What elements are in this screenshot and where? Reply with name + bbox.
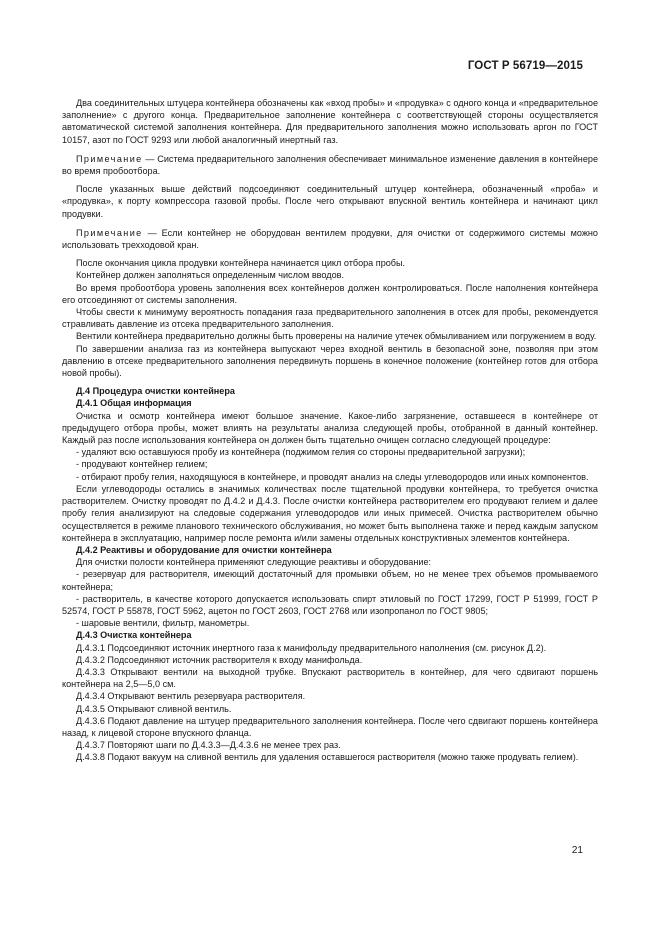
paragraph: Контейнер должен заполняться определенным числом вводов. xyxy=(76,270,344,281)
list-item: - растворитель, в качестве которого допускается использовать спирт этиловый по ГОСТ 17299, ГОСТ Р 51999, ГОСТ Р 52574, ГОСТ Р 55878, ГОСТ 5962, ацетон по ГОСТ 2603, ГОСТ 2768 или изопропанол по ГОСТ 9805; xyxy=(62,593,598,616)
list-item: - резервуар для растворителя, имеющий достаточный для промывки объем, но не менее трех объемов промываемого контейнера; xyxy=(62,569,598,592)
step-item: Д.4.3.4 Открывают вентиль резервуара растворителя. xyxy=(76,691,306,702)
list-item: - шаровые вентили, фильтр, манометры. xyxy=(76,618,250,629)
document-standard-id: ГОСТ Р 56719—2015 xyxy=(467,60,583,72)
note-label: Примечание xyxy=(76,153,143,164)
step-item: Д.4.3.1 Подсоединяют источник инертного газа к манифольду предварительного наполнения (см. рисунок Д.2). xyxy=(76,642,547,653)
step-item: Д.4.3.6 Подают давление на штуцер предварительного заполнения контейнера. После чего сдвигают поршень контейнера назад, к лицевой стороне впускного фланца. xyxy=(62,715,598,738)
document-body xyxy=(62,91,598,764)
paragraph: Два соединительных штуцера контейнера обозначены как «вход пробы» и «продувка» с одного конца и «предварительное заполнение» с другого конца. Предварительное заполнение контейнера с соответствующей стороны осуществляется автоматической системой заполнения контейнера. Для предварительного заполнения можно использовать аргон по ГОСТ 10157, азот по ГОСТ 9293 или любой аналогичный инертный газ. xyxy=(62,98,599,145)
list-item: - удаляют всю оставшуюся пробу из контейнера (поджимом гелия со стороны предварительной загрузки); xyxy=(76,447,526,458)
step-item: Д.4.3.7 Повторяют шаги по Д.4.3.3—Д.4.3.6 не менее трех раз. xyxy=(76,740,341,751)
paragraph: После окончания цикла продувки контейнера начинается цикл отбора пробы. xyxy=(76,258,406,269)
paragraph: Очистка и осмотр контейнера имеют большое значение. Какое-либо загрязнение, оставшееся в контейнере от предыдущего отбора пробы, может влиять на результаты анализа следующей пробы, отобранной в данный контейнер. Каждый раз после использования контейнера он должен быть тщательно очищен согласно следующей процедуре: xyxy=(62,410,598,446)
step-item: Д.4.3.8 Подают вакуум на сливной вентиль для удаления оставшегося растворителя (можно также продувать гелием). xyxy=(76,752,579,763)
step-item: Д.4.3.2 Подсоединяют источник растворителя к входу манифольда. xyxy=(76,654,363,665)
note-text: — Система предварительного заполнения обеспечивает минимальное изменение давления в контейнере во время пробоотбора. xyxy=(62,153,598,177)
paragraph: Если углеводороды остались в значимых количествах после тщательной продувки контейнера, то требуется очистка растворителем. Очистку проводят по Д.4.2 и Д.4.3. После очистки контейнера растворителем его продувают гелием и далее пробу гелия анализируют на следовые содержания углеводородов или иных примесей. Очистка растворителем обычно осуществляется в режиме планового технического обслуживания, но может быть выполнена также и перед каждым запуском контейнера в эксплуатацию, например после ремонта и/или замены отдельных конструктивных элементов контейнера. xyxy=(62,483,598,543)
paragraph: После указанных выше действий подсоединяют соединительный штуцер контейнера, обозначенный «проба» и «продувка», к порту компрессора газовой пробы. После чего открывают впускной вентиль контейнера и начинают цикл продувки. xyxy=(62,184,598,219)
subsection-heading: Д.4.1 Общая информация xyxy=(76,398,192,409)
paragraph: Во время пробоотбора уровень заполнения всех контейнеров должен контролироваться. После наполнения контейнера его отсоединяют от системы заполнения. xyxy=(62,282,598,305)
note xyxy=(62,227,598,251)
step-item: Д.4.3.3 Открывают вентили на выходной трубке. Впускают растворитель в контейнер, для чего сдвигают поршень контейнера на 2,5—5,0 см. xyxy=(62,666,598,690)
list-item: - отбирают пробу гелия, находящуюся в контейнере, и проводят анализ на следы углеводородов или иных компонентов. xyxy=(76,471,589,482)
paragraph: По завершении анализа газ из контейнера выпускают через входной вентиль в безопасной зоне, позволяя при этом давлению в отсеке предварительного заполнения передвинуть поршень в конечное положение (контейнер готов для отбора новой пробы). xyxy=(62,343,598,379)
note-label: Примечание xyxy=(76,227,143,238)
list-item: - продувают контейнер гелием; xyxy=(76,459,208,470)
step-item: Д.4.3.5 Открывают сливной вентиль. xyxy=(76,703,232,714)
page-number: 21 xyxy=(571,845,583,856)
subsection-heading: Д.4.3 Очистка контейнера xyxy=(76,630,192,641)
paragraph: Для очистки полости контейнера применяют следующие реактивы и оборудование: xyxy=(76,557,432,568)
note-text: — Если контейнер не оборудован вентилем продувки, для очистки от содержимого системы можно использовать трехходовой кран. xyxy=(62,227,598,251)
note xyxy=(62,153,598,177)
paragraph: Чтобы свести к минимуму вероятность попадания газа предварительного заполнения в отсек для пробы, рекомендуется стравливать давление из отсека предварительного заполнения. xyxy=(62,307,598,330)
section-heading: Д.4 Процедура очистки контейнера xyxy=(76,386,235,397)
paragraph: Вентили контейнера предварительно должны быть проверены на наличие утечек обмыливанием или погружением в воду. xyxy=(76,331,597,342)
subsection-heading: Д.4.2 Реактивы и оборудование для очистки контейнера xyxy=(76,544,332,555)
